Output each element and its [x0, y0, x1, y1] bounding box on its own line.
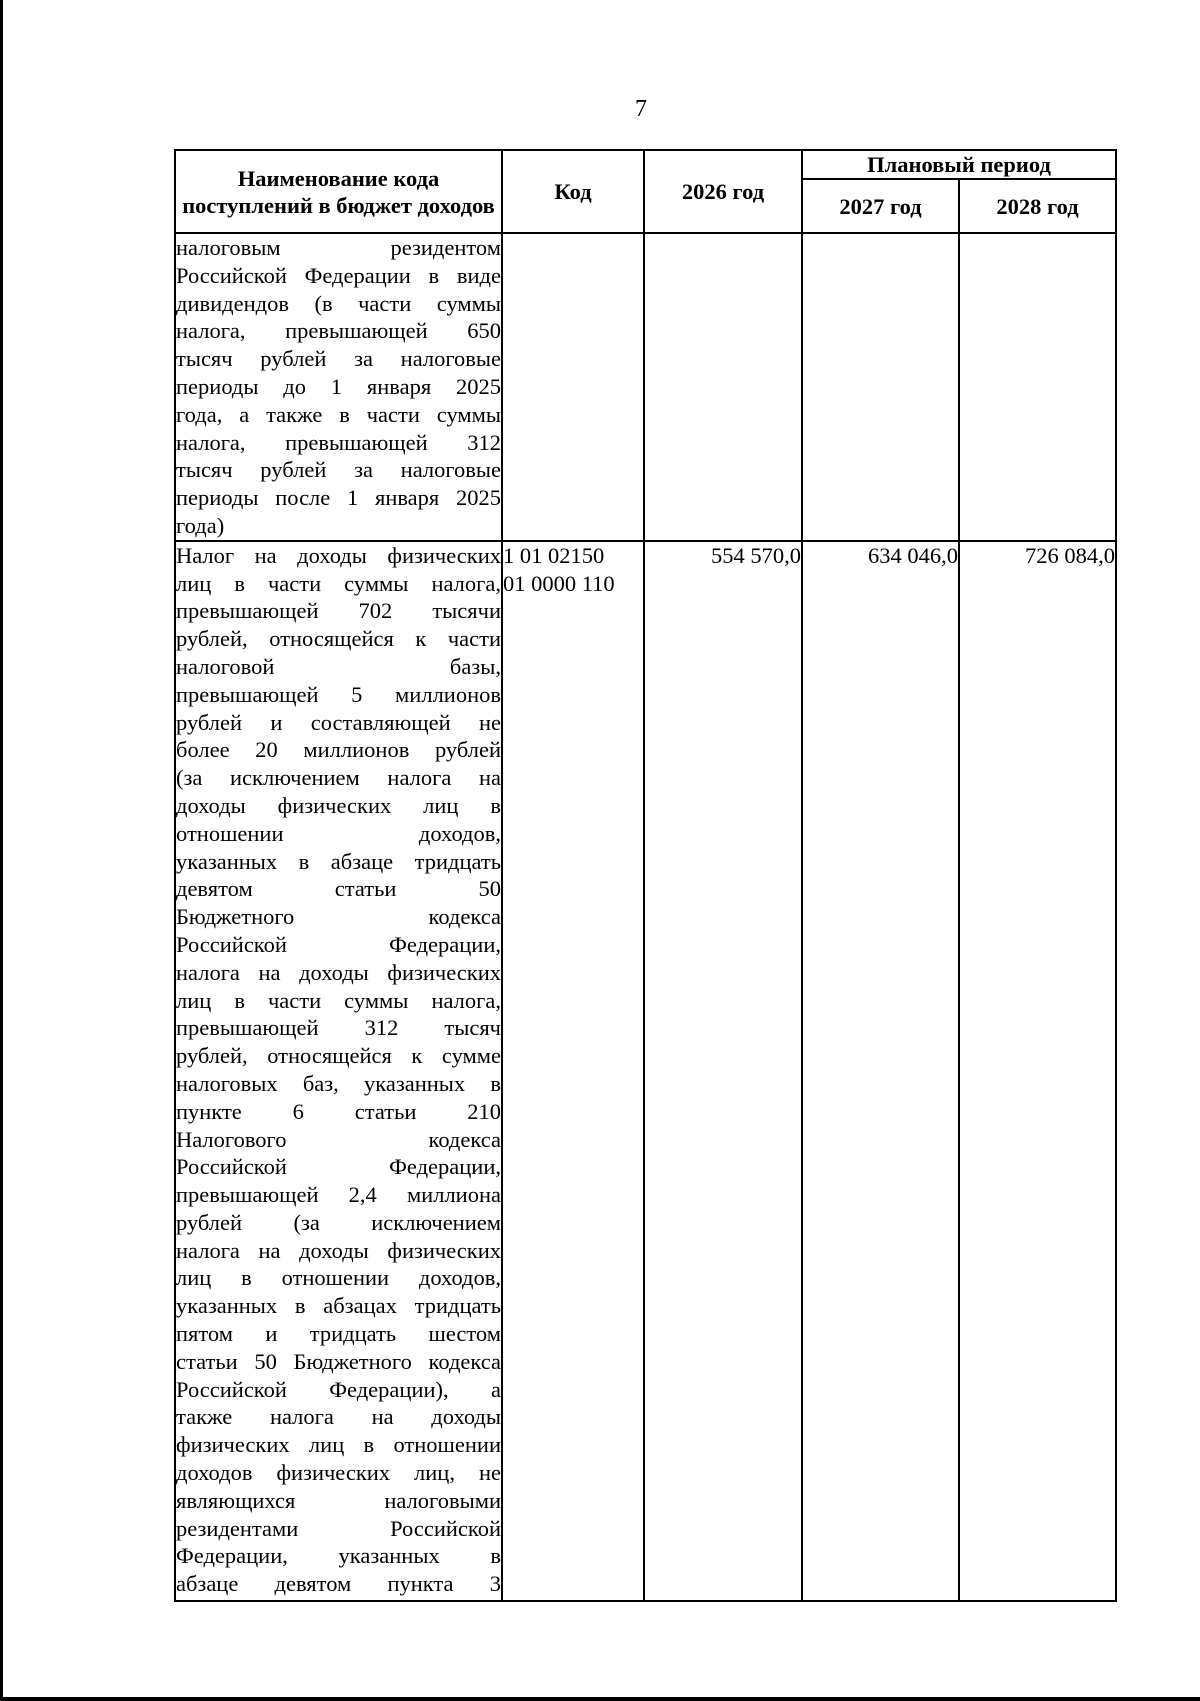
- name-line: налоговых баз, указанных в: [176, 1070, 501, 1096]
- row-1-name: [175, 233, 502, 541]
- name-line: абзаце девятом пункта 3: [176, 1571, 501, 1597]
- row-2-code: [502, 541, 644, 1601]
- name-line: также налога на доходы: [176, 1404, 501, 1430]
- row-2-2028: 726 084,0: [959, 541, 1116, 1601]
- name-line: Налог на доходы физических: [176, 542, 501, 568]
- name-line: превышающей 2,4 миллиона: [176, 1182, 501, 1208]
- name-line: статьи 50 Бюджетного кодекса: [176, 1348, 501, 1374]
- name-line: резидентами Российской: [176, 1515, 501, 1541]
- name-line: рублей (за исключением: [176, 1209, 501, 1235]
- name-line: налоговой базы,: [176, 653, 501, 679]
- name-line: превышающей 312 тысяч: [176, 1015, 501, 1041]
- name-line: рублей, относящейся к части: [176, 626, 501, 652]
- name-line: Российской Федерации,: [176, 931, 501, 957]
- name-line: превышающей 5 миллионов: [176, 681, 501, 707]
- header-name: Наименование кода поступлений в бюджет доходов: [175, 150, 502, 233]
- header-planned-period: Плановый период: [802, 150, 1116, 179]
- name-line: указанных в абзаце тридцать: [176, 848, 501, 874]
- name-line: Бюджетного кодекса: [176, 904, 501, 930]
- header-code: Код: [502, 150, 644, 233]
- name-line: рублей, относящейся к сумме: [176, 1043, 501, 1069]
- name-line: лиц в отношении доходов,: [176, 1265, 501, 1291]
- code-line: 1 01 02150: [503, 542, 605, 568]
- row-1-2028: [959, 233, 1116, 541]
- name-line: года): [176, 512, 225, 538]
- row-2-2026: 554 570,0: [644, 541, 802, 1601]
- name-line: Российской Федерации в виде: [176, 262, 501, 288]
- name-line: лиц в части суммы налога,: [176, 987, 501, 1013]
- name-line: налога, превышающей 312: [176, 429, 501, 455]
- name-line: Федерации, указанных в: [176, 1543, 501, 1569]
- scan-edge-left: [0, 0, 3, 1701]
- name-line: периоды до 1 января 2025: [176, 373, 501, 399]
- name-line: налога на доходы физических: [176, 959, 501, 985]
- table-row: [175, 541, 1116, 1601]
- name-line: доходы физических лиц в: [176, 792, 501, 818]
- name-line: физических лиц в отношении: [176, 1432, 501, 1458]
- name-line: являющихся налоговыми: [176, 1487, 501, 1513]
- name-line: тысяч рублей за налоговые: [176, 346, 501, 372]
- table-row: [175, 233, 1116, 541]
- row-1-2027: [802, 233, 959, 541]
- name-line: девятом статьи 50: [176, 876, 501, 902]
- row-1-2026: [644, 233, 802, 541]
- name-line: (за исключением налога на: [176, 765, 501, 791]
- scan-edge-bottom: [0, 1697, 1200, 1701]
- name-line: пятом и тридцать шестом: [176, 1321, 501, 1347]
- name-line: налоговым резидентом: [176, 235, 501, 260]
- name-line: доходов физических лиц, не: [176, 1460, 501, 1486]
- header-2027: 2027 год: [802, 179, 959, 233]
- name-line: рублей и составляющей не: [176, 709, 501, 735]
- header-2028: 2028 год: [959, 179, 1116, 233]
- name-line: превышающей 702 тысячи: [176, 598, 501, 624]
- name-line: тысяч рублей за налоговые: [176, 457, 501, 483]
- name-line: Налогового кодекса: [176, 1126, 501, 1152]
- name-line: Российской Федерации,: [176, 1154, 501, 1180]
- page-number: 7: [635, 96, 647, 122]
- row-2-name: [175, 541, 502, 1601]
- name-line: отношении доходов,: [176, 820, 501, 846]
- header-2026: 2026 год: [644, 150, 802, 233]
- budget-revenue-table: [174, 149, 1117, 1602]
- row-1-code: [502, 233, 644, 541]
- name-line: периоды после 1 января 2025: [176, 485, 501, 511]
- name-line: пункте 6 статьи 210: [176, 1098, 501, 1124]
- name-line: года, а также в части суммы: [176, 401, 501, 427]
- name-line: налога на доходы физических: [176, 1237, 501, 1263]
- name-line: указанных в абзацах тридцать: [176, 1293, 501, 1319]
- name-line: более 20 миллионов рублей: [176, 737, 501, 763]
- code-line: 01 0000 110: [503, 570, 615, 596]
- row-2-2027: 634 046,0: [802, 541, 959, 1601]
- name-line: Российской Федерации), а: [176, 1376, 501, 1402]
- name-line: лиц в части суммы налога,: [176, 570, 501, 596]
- name-line: дивидендов (в части суммы: [176, 290, 501, 316]
- name-line: налога, превышающей 650: [176, 318, 501, 344]
